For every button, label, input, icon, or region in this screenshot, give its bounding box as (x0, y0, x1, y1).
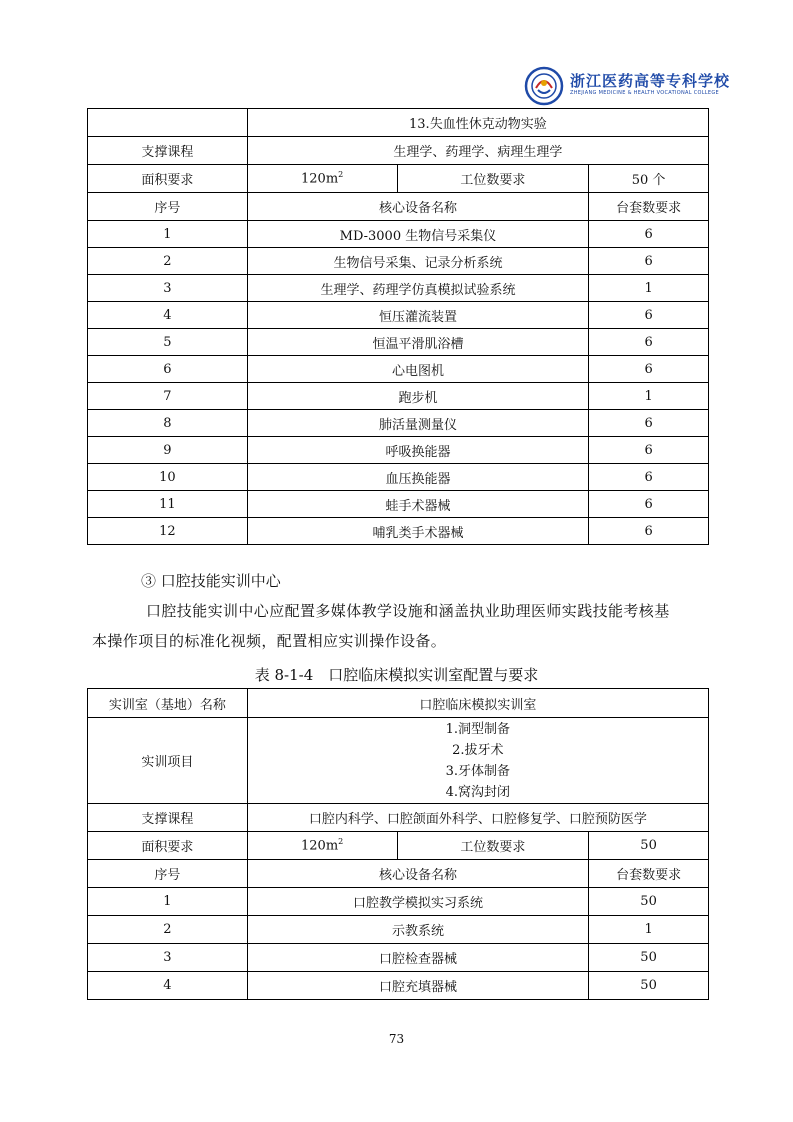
table1-col-count: 台套数要求 (589, 193, 709, 221)
page-number: 73 (388, 1032, 405, 1046)
table-row (88, 302, 709, 329)
table-row (88, 248, 709, 275)
row-index: 10 (88, 464, 248, 491)
row-device-count: 6 (589, 356, 709, 383)
row-device-count: 6 (589, 518, 709, 545)
table1-col-device: 核心设备名称 (247, 193, 588, 221)
row-device-name: 血压换能器 (247, 464, 588, 491)
row-index: 2 (88, 248, 248, 275)
row-device-name: 生物信号采集、记录分析系统 (247, 248, 588, 275)
table1-body (88, 109, 709, 545)
row-device-name: 口腔检查器械 (247, 944, 588, 972)
row-index: 1 (88, 888, 248, 916)
row-device-name: 生理学、药理学仿真模拟试验系统 (247, 275, 588, 302)
table-row (88, 916, 709, 944)
table2-area-label: 面积要求 (88, 832, 248, 860)
lab-requirements-table-2 (87, 688, 709, 1000)
lab-requirements-table-1 (87, 108, 709, 545)
row-index: 9 (88, 437, 248, 464)
table1-title: 13.失血性休克动物实验 (247, 109, 708, 137)
row-device-count: 50 (589, 972, 709, 1000)
table-row (88, 888, 709, 916)
table2-area-sup: 2 (338, 837, 344, 847)
table-caption: 表 8-1-4 口腔临床模拟实训室配置与要求 (254, 666, 539, 684)
table1-station-label: 工位数要求 (397, 165, 589, 193)
table2-room-label: 实训室（基地）名称 (88, 689, 248, 718)
row-device-count: 1 (589, 275, 709, 302)
table2-room-value: 口腔临床模拟实训室 (247, 689, 708, 718)
row-index: 2 (88, 916, 248, 944)
row-device-count: 6 (589, 464, 709, 491)
table2-project-item: 4.窝沟封闭 (445, 784, 511, 800)
college-emblem-icon (524, 66, 564, 106)
row-device-name: 蛙手术器械 (247, 491, 588, 518)
table2-body (88, 689, 709, 1000)
college-logo (524, 66, 744, 110)
row-device-name: 呼吸换能器 (247, 437, 588, 464)
table1-area-number: 120m (301, 171, 339, 187)
table2-col-device: 核心设备名称 (247, 860, 588, 888)
logo-college-name: 浙江医药高等专科学校 (570, 72, 731, 90)
table-row (88, 491, 709, 518)
table2-support-label: 支撑课程 (88, 804, 248, 832)
table1-area-value (247, 165, 397, 193)
table2-area-value (247, 832, 397, 860)
table2-station-label: 工位数要求 (397, 832, 589, 860)
row-index: 11 (88, 491, 248, 518)
row-device-count: 6 (589, 248, 709, 275)
table1-support-label: 支撑课程 (88, 137, 248, 165)
row-device-count: 6 (589, 437, 709, 464)
table2-project-item: 2.拔牙术 (452, 742, 504, 758)
row-device-name: 肺活量测量仪 (247, 410, 588, 437)
table2-project-item: 3.牙体制备 (445, 763, 511, 779)
table-row (88, 972, 709, 1000)
row-device-count: 6 (589, 329, 709, 356)
row-index: 5 (88, 329, 248, 356)
table1-support-value: 生理学、药理学、病理生理学 (247, 137, 708, 165)
table-row (88, 518, 709, 545)
table-row (88, 944, 709, 972)
table-row (88, 383, 709, 410)
row-device-count: 6 (589, 302, 709, 329)
row-device-count: 6 (589, 410, 709, 437)
row-device-count: 50 (589, 888, 709, 916)
table-row (88, 329, 709, 356)
table-row (88, 410, 709, 437)
row-device-count: 1 (589, 916, 709, 944)
row-index: 7 (88, 383, 248, 410)
table2-station-value: 50 (589, 832, 709, 860)
row-device-name: 哺乳类手术器械 (247, 518, 588, 545)
row-device-name: MD-3000 生物信号采集仪 (247, 221, 588, 248)
row-index: 6 (88, 356, 248, 383)
row-device-name: 心电图机 (247, 356, 588, 383)
table1-blank-cell (88, 109, 248, 137)
table2-col-count: 台套数要求 (589, 860, 709, 888)
row-device-name: 口腔充填器械 (247, 972, 588, 1000)
row-device-count: 50 (589, 944, 709, 972)
table2-support-value: 口腔内科学、口腔颌面外科学、口腔修复学、口腔预防医学 (247, 804, 708, 832)
table-row (88, 356, 709, 383)
section-heading: ③ 口腔技能实训中心 (141, 572, 281, 590)
row-device-name: 示教系统 (247, 916, 588, 944)
row-device-count: 6 (589, 491, 709, 518)
table1-area-label: 面积要求 (88, 165, 248, 193)
table-row (88, 221, 709, 248)
table2-project-item: 1.洞型制备 (445, 721, 511, 737)
section-paragraph-line-1: 口腔技能实训中心应配置多媒体教学设施和涵盖执业助理医师实践技能考核基 (146, 602, 670, 620)
table2-project-list (247, 718, 708, 804)
row-index: 1 (88, 221, 248, 248)
row-index: 3 (88, 944, 248, 972)
row-device-count: 6 (589, 221, 709, 248)
row-device-name: 跑步机 (247, 383, 588, 410)
section-paragraph-line-2: 本操作项目的标准化视频，配置相应实训操作设备。 (92, 632, 447, 650)
table2-col-index: 序号 (88, 860, 248, 888)
table1-station-value: 50 个 (589, 165, 709, 193)
row-index: 3 (88, 275, 248, 302)
row-index: 12 (88, 518, 248, 545)
table-row (88, 464, 709, 491)
table1-col-index: 序号 (88, 193, 248, 221)
row-device-name: 恒压灌流装置 (247, 302, 588, 329)
row-device-count: 1 (589, 383, 709, 410)
row-index: 8 (88, 410, 248, 437)
table1-area-sup: 2 (338, 170, 344, 180)
table2-project-label: 实训项目 (88, 718, 248, 804)
row-device-name: 口腔教学模拟实习系统 (247, 888, 588, 916)
table-row (88, 437, 709, 464)
logo-college-english: ZHEJIANG MEDICINE & HEALTH VOCATIONAL COLLEGE (570, 90, 719, 96)
row-index: 4 (88, 302, 248, 329)
row-device-name: 恒温平滑肌浴槽 (247, 329, 588, 356)
table-row (88, 275, 709, 302)
row-index: 4 (88, 972, 248, 1000)
table2-area-number: 120m (301, 838, 339, 854)
